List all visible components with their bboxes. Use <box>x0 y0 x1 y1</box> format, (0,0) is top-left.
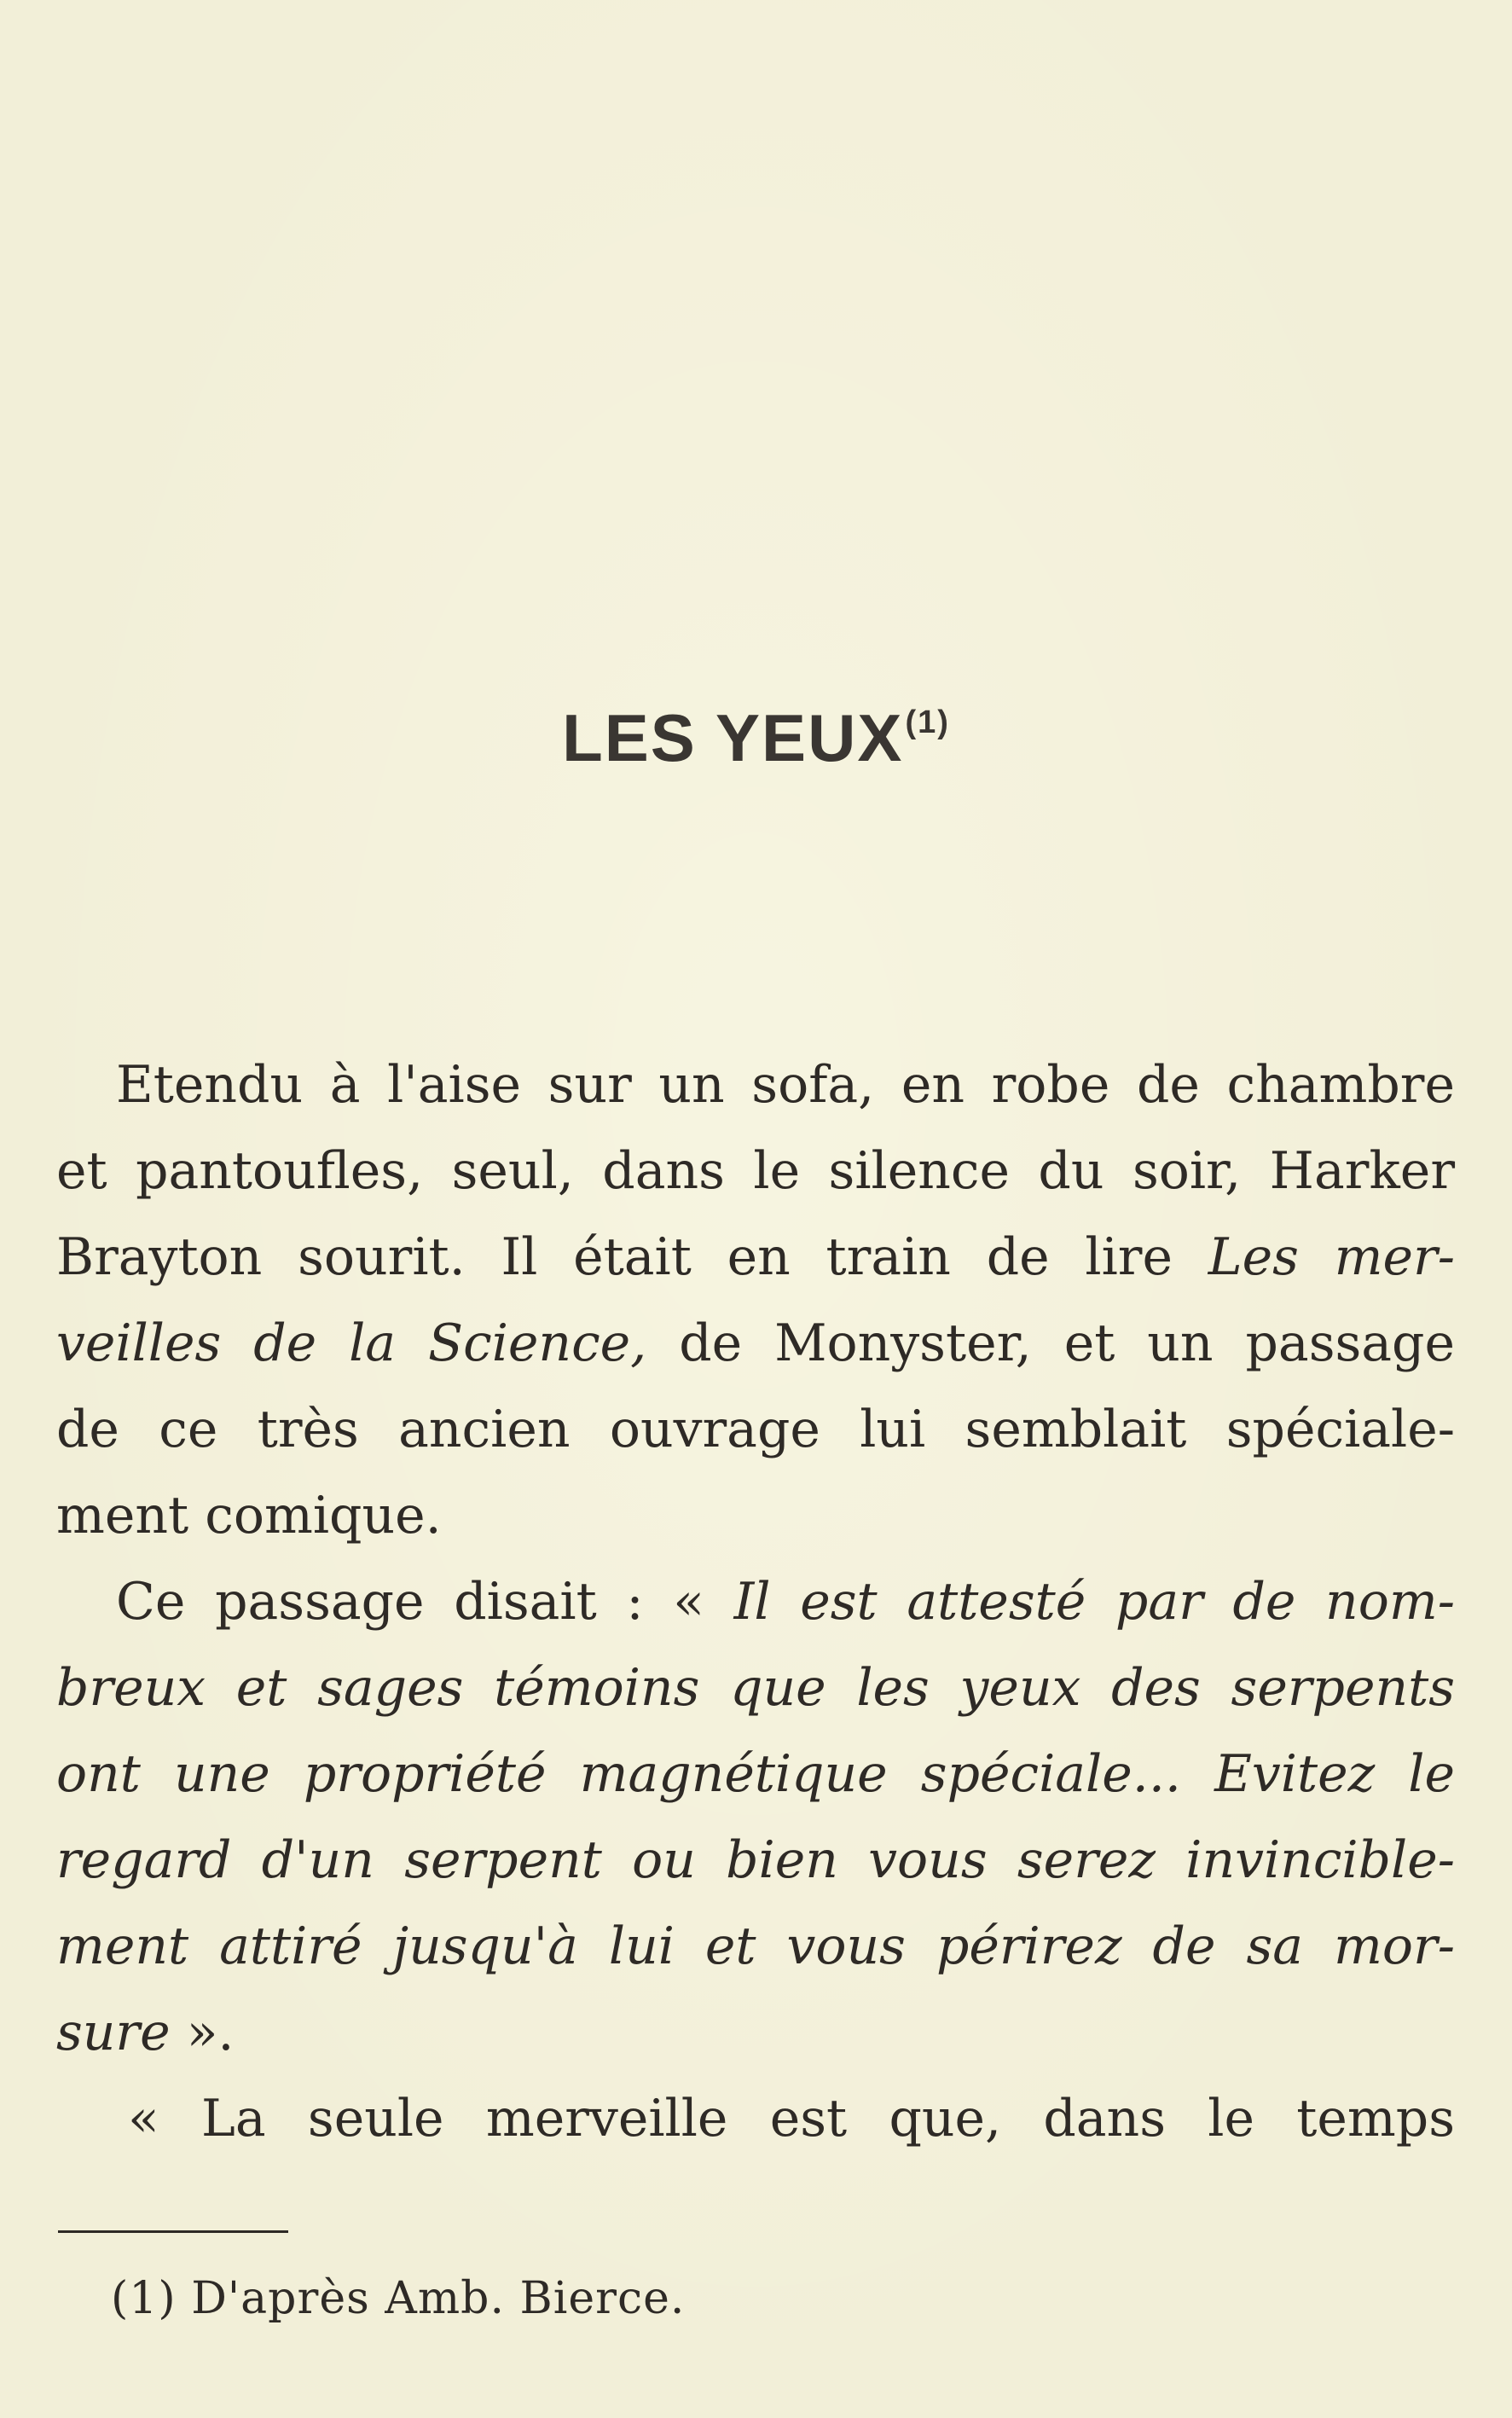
text-line <box>56 1559 1455 1645</box>
body-text <box>56 1042 1455 2162</box>
text-line: et pantoufles, seul, dans le silence du soir, Harker <box>56 1141 1455 1201</box>
footnote-reference-mark: (1) <box>905 705 950 740</box>
italic-book-title: veilles de la Science, <box>56 1313 647 1373</box>
italic-quotation: sure <box>56 2003 171 2062</box>
text-segment: Ce passage disait : « <box>116 1572 734 1632</box>
text-line <box>56 1990 1455 2076</box>
italic-quotation-line: regard d'un serpent ou bien vous serez invincible- <box>56 1830 1455 1890</box>
italic-quotation: Il est attesté par de nom- <box>733 1572 1455 1632</box>
footnote: (1) D'après Amb. Bierce. <box>111 2273 686 2324</box>
text-line: de ce très ancien ouvrage lui semblait spéciale- <box>56 1400 1455 1459</box>
italic-quotation-line: ment attiré jusqu'à lui et vous périrez de sa mor- <box>56 1916 1455 1976</box>
footnote-rule <box>58 2230 288 2233</box>
text-segment: de Monyster, et un passage <box>646 1313 1455 1373</box>
text-segment: ». <box>170 2003 235 2062</box>
text-line <box>56 1301 1455 1387</box>
italic-book-title: Les mer- <box>1208 1227 1455 1287</box>
italic-quotation-line: breux et sages témoins que les yeux des serpents <box>56 1658 1455 1718</box>
text-line: « La seule merveille est que, dans le temps <box>128 2089 1455 2148</box>
text-segment: Brayton sourit. Il était en train de lire <box>56 1227 1208 1287</box>
chapter-title-text: LES YEUX <box>562 700 904 775</box>
chapter-title <box>0 699 1512 777</box>
text-line <box>56 1215 1455 1301</box>
text-line: ment comique. <box>56 1486 442 1545</box>
italic-quotation-line: ont une propriété magnétique spéciale... Evitez le <box>56 1744 1455 1804</box>
text-line: Etendu à l'aise sur un sofa, en robe de chambre <box>116 1055 1455 1115</box>
